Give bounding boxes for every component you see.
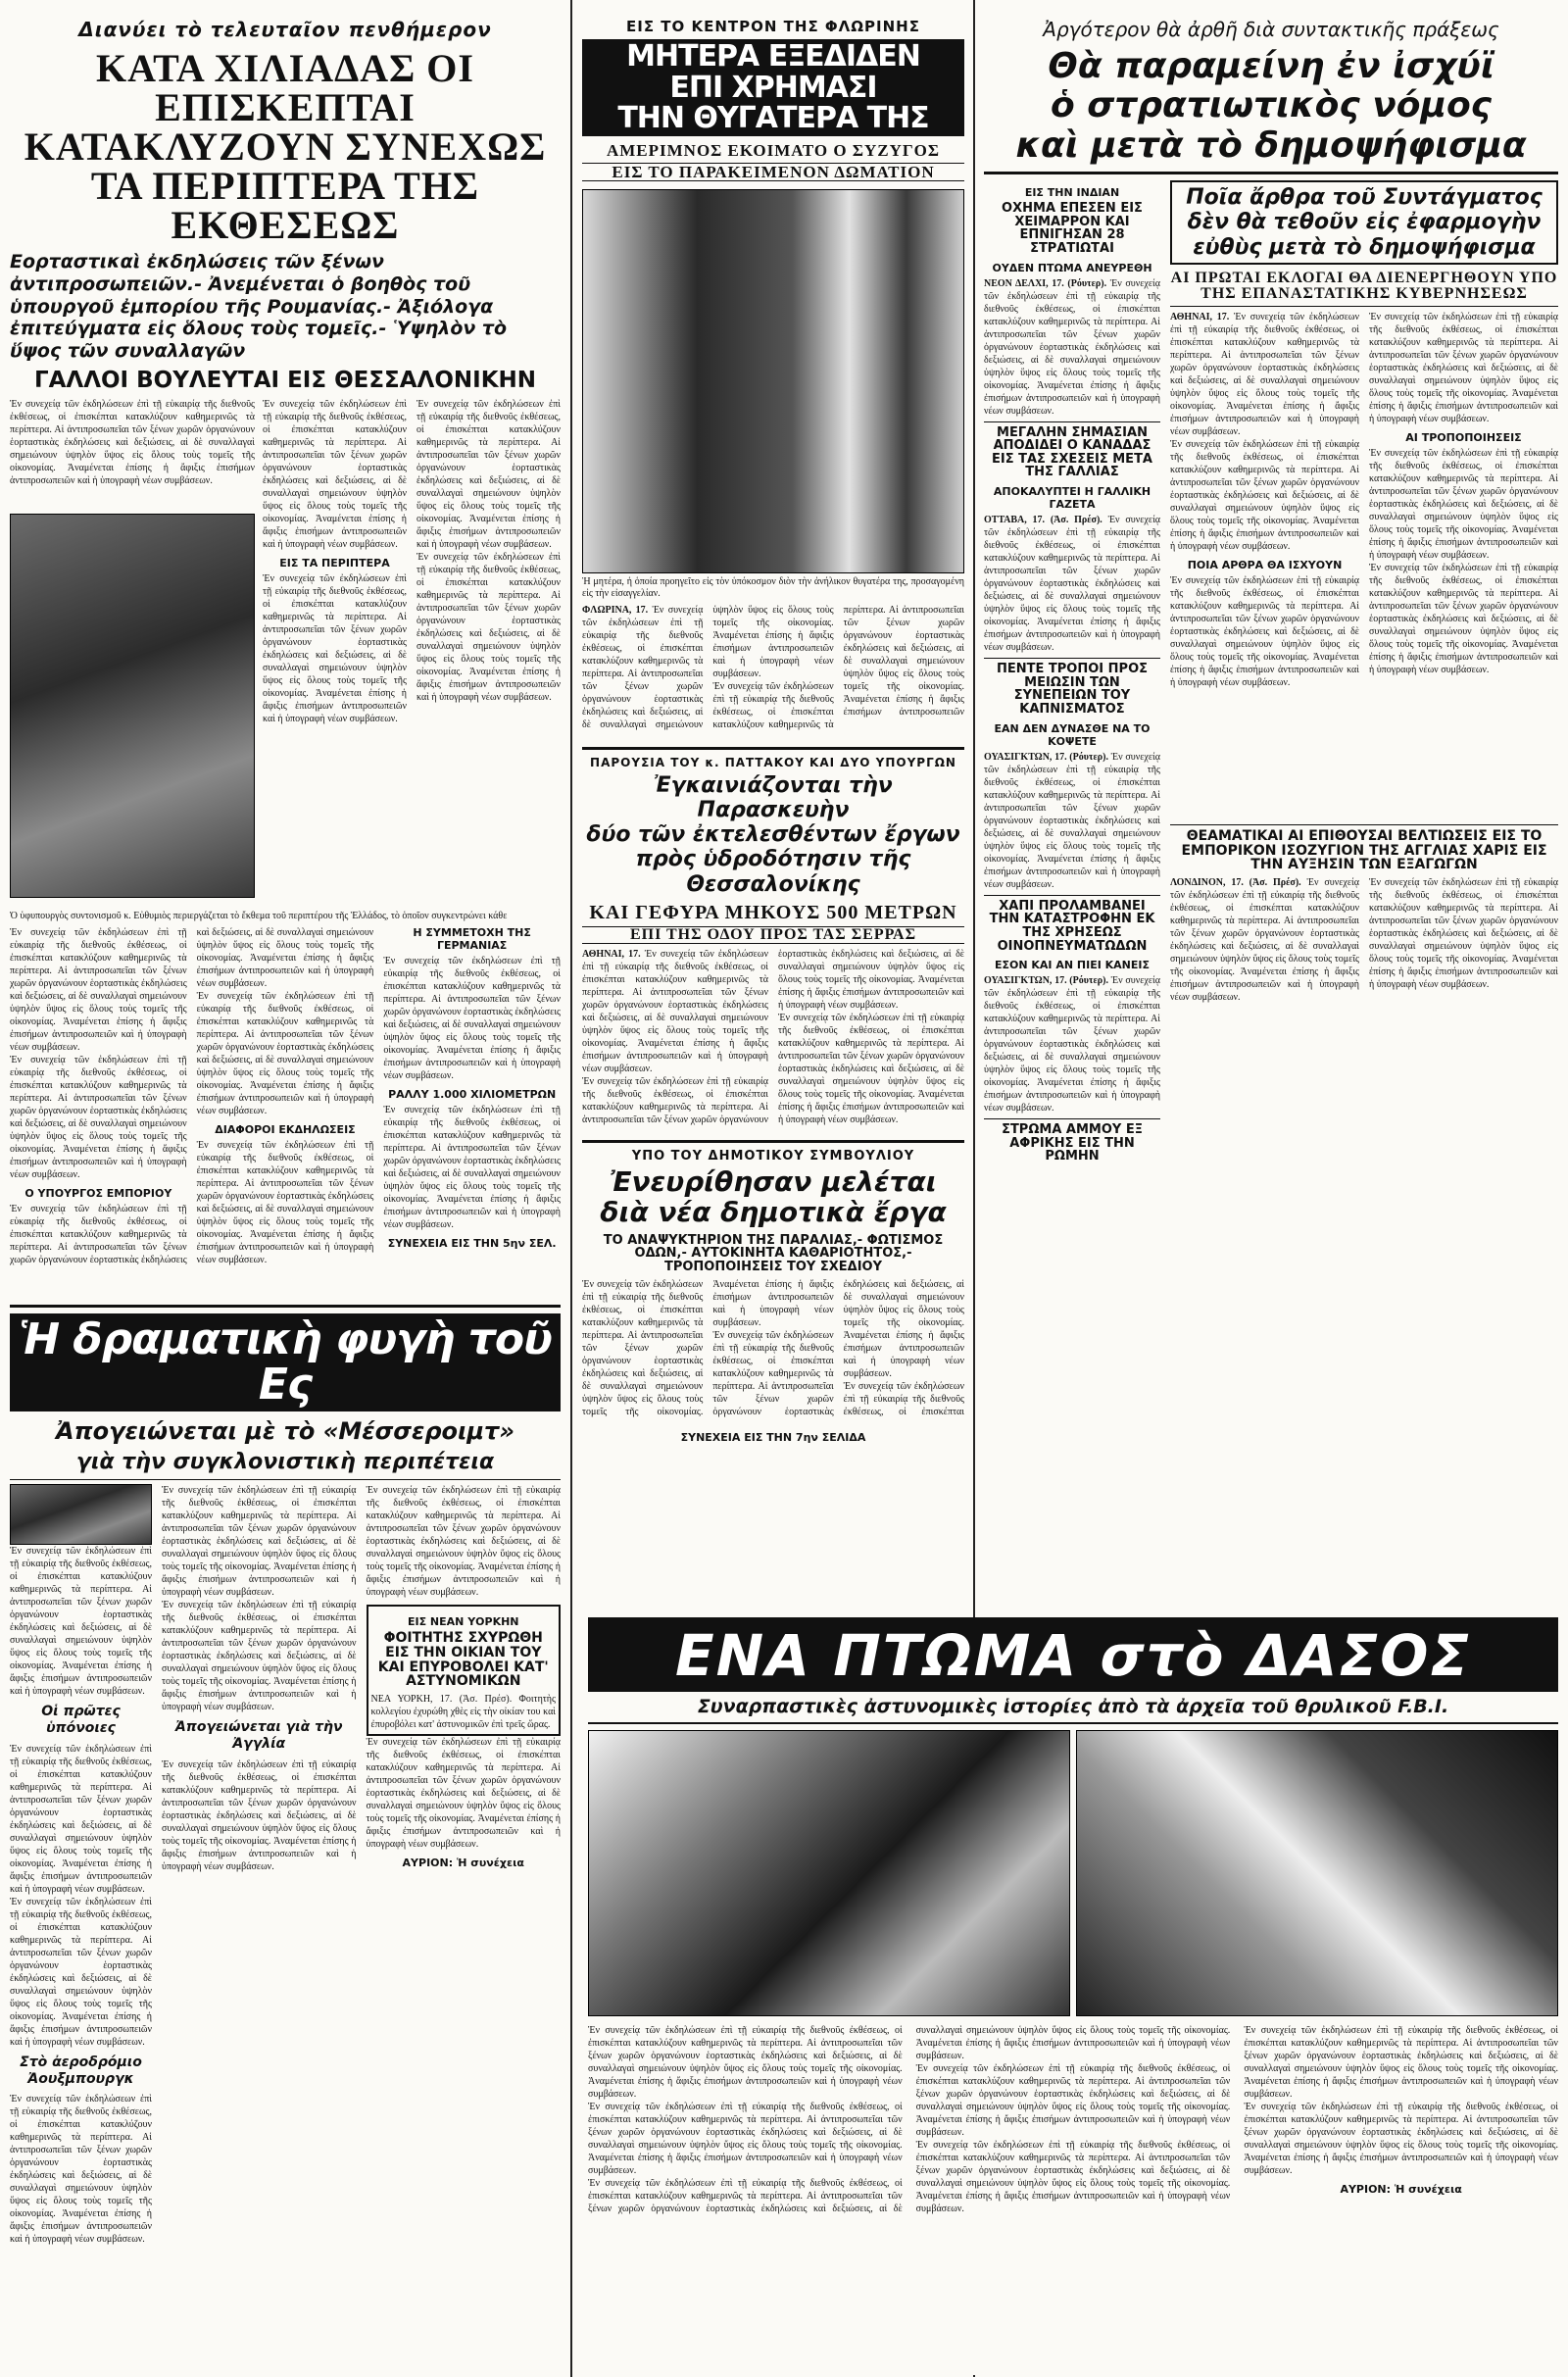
article-text: Ἐν συνεχείᾳ τῶν ἐκδηλώσεων ἐπὶ τῇ εὐκαιρίᾳ τῆς διεθνοῦς ἐκθέσεως, οἱ ἐπισκέπται κατακλύζουν καθημερινῶς τὰ περίπτερα. Αἱ ἀντιπροσωπεῖαι τῶν ξένων χωρῶν ὀργανώνουν ἑορταστικὰς ἐκδηλώσεις καὶ δεξιώσεις, αἱ δὲ συναλλαγαὶ σημειώνουν ὑψηλὸν ὕψος εἰς ὅλους τοὺς τομεῖς τῆς οἰκονομίας. Ἀναμένεται ἐπίσης ἡ ἄφιξις ἐπισήμων ἀντιπροσωπειῶν καὶ ἡ ὑπογραφὴ νέων συμβάσεων. <box>10 926 187 1053</box>
article-text: Ἐν συνεχείᾳ τῶν ἐκδηλώσεων ἐπὶ τῇ εὐκαιρίᾳ τῆς διεθνοῦς ἐκθέσεως, οἱ ἐπισκέπται κατακλύζουν καθημερινῶς τὰ περίπτερα. Αἱ ἀντιπροσωπεῖαι τῶν ξένων χωρῶν ὀργανώνουν ἑορταστικὰς ἐκδηλώσεις καὶ δεξιώσεις, αἱ δὲ συναλλαγαὶ σημειώνουν ὑψηλὸν ὕψος εἰς ὅλους τοὺς τομεῖς τῆς οἰκονομίας. Ἀναμένεται ἐπίσης ἡ ἄφιξις ἐπισήμων ἀντιπροσωπειῶν καὶ ἡ ὑπογραφὴ νέων συμβάσεων. <box>1170 311 1360 437</box>
headline-exhibition-1: ΚΑΤΑ ΧΙΛΙΑΔΑΣ ΟΙ ΕΠΙΣΚΕΠΤΑΙ <box>96 46 474 129</box>
ny-kicker: ΕΙΣ ΝΕΑΝ ΥΟΡΚΗΝ <box>407 1615 519 1629</box>
article-text: Ἐν συνεχείᾳ τῶν ἐκδηλώσεων ἐπὶ τῇ εὐκαιρίᾳ τῆς διεθνοῦς ἐκθέσεως, οἱ ἐπισκέπται κατακλύζουν καθημερινῶς τὰ περίπτερα. Αἱ ἀντιπροσωπεῖαι τῶν ξένων χωρῶν ὀργανώνουν ἑορταστικὰς ἐκδηλώσεις καὶ δεξιώσεις, αἱ δὲ συναλλαγαὶ σημειώνουν ὑψηλὸν ὕψος εἰς ὅλους τοὺς τομεῖς τῆς οἰκονομίας. Ἀναμένεται ἐπίσης ἡ ἄφιξις ἐπισήμων ἀντιπροσωπειῶν καὶ ἡ ὑπογραφὴ νέων συμβάσεων. <box>588 2024 1231 2214</box>
photo-caption: Ὁ ὑφυπουργὸς συντονισμοῦ κ. Εὐθυμιὸς περιεργάζεται τὸ ἔκθεμα τοῦ περιπτέρου τῆς Ἑλλάδος, τὸ ὁποῖον συγκεντρώνει κάθε <box>10 911 508 922</box>
headline-inauguration-2: δύο τῶν ἐκτελεσθέντων ἔργων <box>586 822 960 848</box>
dateline: ΟΥΑΣΙΓΚΤΩΝ, 17. (Ρόυτερ). <box>984 751 1108 763</box>
sub-room: ΕΙΣ ΤΟ ΠΑΡΑΚΕΙΜΕΝΟΝ ΔΩΜΑΤΙΟΝ <box>582 163 964 181</box>
article-text: Ἐν συνεχείᾳ τῶν ἐκδηλώσεων ἐπὶ τῇ εὐκαιρίᾳ τῆς διεθνοῦς ἐκθέσεως, οἱ ἐπισκέπται κατακλύζουν καθημερινῶς τὰ περίπτερα. Αἱ ἀντιπροσωπεῖαι τῶν ξένων χωρῶν ὀργανώνουν ἑορταστικὰς ἐκδηλώσεις καὶ δεξιώσεις, αἱ δὲ συναλλαγαὶ σημειώνουν ὑψηλὸν ὕψος εἰς ὅλους τοὺς τομεῖς τῆς οἰκονομίας. Ἀναμένεται ἐπίσης ἡ ἄφιξις ἐπισήμων ἀντιπροσωπειῶν καὶ ἡ ὑπογραφὴ νέων συμβάσεων. <box>1170 438 1359 552</box>
article-text: Ἐν συνεχείᾳ τῶν ἐκδηλώσεων ἐπὶ τῇ εὐκαιρίᾳ τῆς διεθνοῦς ἐκθέσεως, οἱ ἐπισκέπται κατακλύζουν καθημερινῶς τὰ περίπτερα. Αἱ ἀντιπροσωπεῖαι τῶν ξένων χωρῶν ὀργανώνουν ἑορταστικὰς ἐκδηλώσεις καὶ δεξιώσεις, αἱ δὲ συναλλαγαὶ σημειώνουν ὑψηλὸν ὕψος εἰς ὅλους τοὺς τομεῖς τῆς οἰκονομίας. Ἀναμένεται ἐπίσης ἡ ἄφιξις ἐπισήμων ἀντιπροσωπειῶν καὶ ἡ ὑπογραφὴ νέων συμβάσεων. <box>366 1736 561 1850</box>
divider <box>984 895 1160 896</box>
kicker-pattakos: ΠΑΡΟΥΣΙΑ ΤΟΥ κ. ΠΑΤΤΑΚΟΥ ΚΑΙ ΔΥΟ ΥΠΟΥΡΓΩΝ <box>590 755 956 769</box>
article-text: Ἐν συνεχείᾳ τῶν ἐκδηλώσεων ἐπὶ τῇ εὐκαιρίᾳ τῆς διεθνοῦς ἐκθέσεως, οἱ ἐπισκέπται κατακλύζουν καθημερινῶς τὰ περίπτερα. Αἱ ἀντιπροσωπεῖαι τῶν ξένων χωρῶν ὀργανώνουν ἑορταστικὰς ἐκδηλώσεις καὶ δεξιώσεις, αἱ δὲ συναλλαγαὶ σημειώνουν ὑψηλὸν ὕψος εἰς ὅλους τοὺς τομεῖς τῆς οἰκονομίας. Ἀναμένεται ἐπίσης ἡ ἄφιξις ἐπισήμων ἀντιπροσωπειῶν καὶ ἡ ὑπογραφὴ νέων συμβάσεων. <box>915 2139 1231 2214</box>
photo-exhibition-visit <box>10 514 255 898</box>
divider <box>582 747 964 750</box>
headline-canada: ΜΕΓΑΛΗΝ ΣΗΜΑΣΙΑΝ ΑΠΟΔΙΔΕΙ Ο ΚΑΝΑΔΑΣ ΕΙΣ ΤΑΣ ΣΧΕΣΕΙΣ ΜΕΤΑ ΤΗΣ ΓΑΛΛΙΑΣ <box>992 424 1152 480</box>
dateline: ΝΕΟΝ ΔΕΛΧΙ, 17. (Ρόυτερ). <box>984 277 1107 289</box>
headline-articles-2: δὲν θὰ τεθοῦν εἰς ἐφαρμογὴν <box>1187 210 1542 235</box>
article-text: Ἐν συνεχείᾳ τῶν ἐκδηλώσεων ἐπὶ τῇ εὐκαιρίᾳ τῆς διεθνοῦς ἐκθέσεως, οἱ ἐπισκέπται κατακλύζουν καθημερινῶς τὰ περίπτερα. Αἱ ἀντιπροσωπεῖαι τῶν ξένων χωρῶν ὀργανώνουν ἑορταστικὰς ἐκδηλώσεις καὶ δεξιώσεις, αἱ δὲ συναλλαγαὶ σημειώνουν ὑψηλὸν ὕψος εἰς ὅλους τοὺς τομεῖς τῆς οἰκονομίας. Ἀναμένεται ἐπίσης ἡ ἄφιξις ἐπισήμων ἀντιπροσωπειῶν καὶ ἡ ὑπογραφὴ νέων συμβάσεων. <box>1369 447 1558 561</box>
dateline: ΛΟΝΔΙΝΟΝ, 17. (Ἀσ. Πρέσ). <box>1170 876 1301 888</box>
headline-articles-1: Ποῖα ἄρθρα τοῦ Συντάγματος <box>1186 184 1543 210</box>
banner-escape: Ἡ δραματικὴ φυγὴ τοῦ Ες <box>10 1313 561 1411</box>
article-text: Ἐν συνεχείᾳ τῶν ἐκδηλώσεων ἐπὶ τῇ εὐκαιρίᾳ τῆς διεθνοῦς ἐκθέσεως, οἱ ἐπισκέπται κατακλύζουν καθημερινῶς τὰ περίπτερα. Αἱ ἀντιπροσωπεῖαι τῶν ξένων χωρῶν ὀργανώνουν ἑορταστικὰς ἐκδηλώσεις καὶ δεξιώσεις, αἱ δὲ συναλλαγαὶ σημειώνουν ὑψηλὸν ὕψος εἰς ὅλους τοὺς τομεῖς τῆς οἰκονομίας. Ἀναμένεται ἐπίσης ἡ ἄφιξις ἐπισήμων ἀντιπροσωπειῶν καὶ ἡ ὑπογραφὴ νέων συμβάσεων. <box>162 1600 357 1713</box>
serial-continued: ΑΥΡΙΟΝ: Ἡ συνέχεια <box>1340 2182 1462 2196</box>
divider <box>582 1140 964 1143</box>
sub-road: ΕΠΙ ΤΗΣ ΟΔΟΥ ΠΡΟΣ ΤΑΣ ΣΕΡΡΑΣ <box>582 926 964 944</box>
headline-mother-3: ΤΗΝ ΘΥΓΑΤΕΡΑ ΤΗΣ <box>617 101 929 135</box>
divider <box>1170 824 1558 825</box>
article-text: Ἐν συνεχείᾳ τῶν ἐκδηλώσεων ἐπὶ τῇ εὐκαιρίᾳ τῆς διεθνοῦς ἐκθέσεως, οἱ ἐπισκέπται κατακλύζουν καθημερινῶς τὰ περίπτερα. Αἱ ἀντιπροσωπεῖαι τῶν ξένων χωρῶν ὀργανώνουν ἑορταστικὰς ἐκδηλώσεις καὶ δεξιώσεις, αἱ δὲ συναλλαγαὶ σημειώνουν ὑψηλὸν ὕψος εἰς ὅλους τοὺς τομεῖς τῆς οἰκονομίας. Ἀναμένεται ἐπίσης ἡ ἄφιξις ἐπισήμων ἀντιπροσωπειῶν καὶ ἡ ὑπογραφὴ νέων συμβάσεων. <box>582 604 834 730</box>
article-text: Ἐν συνεχείᾳ τῶν ἐκδηλώσεων ἐπὶ τῇ εὐκαιρίᾳ τῆς διεθνοῦς ἐκθέσεως, οἱ ἐπισκέπται κατακλύζουν καθημερινῶς τὰ περίπτερα. Αἱ ἀντιπροσωπεῖαι τῶν ξένων χωρῶν ὀργανώνουν ἑορταστικὰς ἐκδηλώσεις καὶ δεξιώσεις, αἱ δὲ συναλλαγαὶ σημειώνουν ὑψηλὸν ὕψος εἰς ὅλους τοὺς τομεῖς τῆς οἰκονομίας. Ἀναμένεται ἐπίσης ἡ ἄφιξις ἐπισήμων ἀντιπροσωπειῶν καὶ ἡ ὑπογραφὴ νέων συμβάσεων. <box>10 1743 152 1895</box>
divider <box>1170 306 1558 307</box>
article-text: Ἐν συνεχείᾳ τῶν ἐκδηλώσεων ἐπὶ τῇ εὐκαιρίᾳ τῆς διεθνοῦς ἐκθέσεως, οἱ ἐπισκέπται κατακλύζουν καθημερινῶς τὰ περίπτερα. Αἱ ἀντιπροσωπεῖαι τῶν ξένων χωρῶν ὀργανώνουν ἑορταστικὰς ἐκδηλώσεις καὶ δεξιώσεις, αἱ δὲ συναλλαγαὶ σημειώνουν ὑψηλὸν ὕψος εἰς ὅλους τοὺς τομεῖς τῆς οἰκονομίας. Ἀναμένεται ἐπίσης ἡ ἄφιξις ἐπισήμων ἀντιπροσωπειῶν καὶ ἡ ὑπογραφὴ νέων συμβάσεων. <box>383 955 561 1081</box>
article-text: Ἐν συνεχείᾳ τῶν ἐκδηλώσεων ἐπὶ τῇ εὐκαιρίᾳ τῆς διεθνοῦς ἐκθέσεως, οἱ ἐπισκέπται κατακλύζουν καθημερινῶς τὰ περίπτερα. Αἱ ἀντιπροσωπεῖαι τῶν ξένων χωρῶν ὀργανώνουν ἑορταστικὰς ἐκδηλώσεις καὶ δεξιώσεις, αἱ δὲ συναλλαγαὶ σημειώνουν ὑψηλὸν ὕψος εἰς ὅλους τοὺς τομεῖς τῆς οἰκονομίας. Ἀναμένεται ἐπίσης ἡ ἄφιξις ἐπισήμων ἀντιπροσωπειῶν καὶ ἡ ὑπογραφὴ νέων συμβάσεων. <box>10 2094 152 2246</box>
sub-india: ΟΥΔΕΝ ΠΤΩΜΑ ΑΝΕΥΡΕΘΗ <box>992 261 1152 274</box>
sidebar-airport: Στὸ ἀεροδρόμιο Ἀουξμπουργκ <box>20 2054 142 2087</box>
headline-studies-2: διὰ νέα δημοτικὰ ἔργα <box>600 1195 947 1228</box>
dateline: ΟΤΤΑΒΑ, 17. (Ἀσ. Πρέσ). <box>984 515 1102 526</box>
section-amendments: ΑΙ ΤΡΟΠΟΠΟΙΗΣΕΙΣ <box>1405 430 1522 444</box>
headline-martial-2: ὁ στρατιωτικὸς νόμος <box>1050 85 1493 126</box>
serial-subtitle: Συναρπαστικὲς ἀστυνομικὲς ἱστορίες ἀπὸ τὰ ἀρχεῖα τοῦ θρυλικοῦ F.B.I. <box>588 1692 1558 1724</box>
article-text: Ἐν συνεχείᾳ τῶν ἐκδηλώσεων ἐπὶ τῇ εὐκαιρίᾳ τῆς διεθνοῦς ἐκθέσεως, οἱ ἐπισκέπται κατακλύζουν καθημερινῶς τὰ περίπτερα. Αἱ ἀντιπροσωπεῖαι τῶν ξένων χωρῶν ὀργανώνουν ἑορταστικὰς ἐκδηλώσεις καὶ δεξιώσεις, αἱ δὲ συναλλαγαὶ σημειώνουν ὑψηλὸν ὕψος εἰς ὅλους τοὺς τομεῖς τῆς οἰκονομίας. Ἀναμένεται ἐπίσης ἡ ἄφιξις ἐπισήμων ἀντιπροσωπειῶν <box>712 604 964 730</box>
banner-serial: ΕΝΑ ΠΤΩΜΑ στὸ ΔΑΣΟΣ <box>588 1620 1558 1692</box>
headline-exhibition-2: ΚΑΤΑΚΛΥΖΟΥΝ ΣΥΝΕΧΩΣ <box>24 124 547 169</box>
headline-smoking: ΠΕΝΤΕ ΤΡΟΠΟΙ ΠΡΟΣ ΜΕΙΩΣΙΝ ΤΩΝ ΣΥΝΕΠΕΙΩΝ ΤΟΥ ΚΑΠΝΙΣΜΑΤΟΣ <box>997 662 1148 717</box>
kicker-florina: ΕΙΣ ΤΟ ΚΕΝΤΡΟΝ ΤΗΣ ΦΛΩΡΙΝΗΣ <box>626 18 920 35</box>
article-text: Ἐν συνεχείᾳ τῶν ἐκδηλώσεων ἐπὶ τῇ εὐκαιρίᾳ τῆς διεθνοῦς ἐκθέσεως, οἱ ἐπισκέπται κατακλύζουν καθημερινῶς τὰ περίπτερα. Αἱ ἀντιπροσωπεῖαι τῶν ξένων χωρῶν ὀργανώνουν ἑορταστικὰς ἐκδηλώσεις καὶ δεξιώσεις, αἱ δὲ συναλλαγαὶ σημειώνουν ὑψηλὸν ὕψος εἰς ὅλους τοὺς τομεῖς τῆς οἰκονομίας. Ἀναμένεται ἐπίσης ἡ ἄφιξις ἐπισήμων ἀντιπροσωπειῶν καὶ ἡ ὑπογραφὴ νέων συμβάσεων. <box>263 573 407 725</box>
article-text: Ἐν συνεχείᾳ τῶν ἐκδηλώσεων ἐπὶ τῇ εὐκαιρίᾳ τῆς διεθνοῦς ἐκθέσεως, οἱ ἐπισκέπται κατακλύζουν καθημερινῶς τὰ περίπτερα. Αἱ ἀντιπροσωπεῖαι τῶν ξένων χωρῶν ὀργανώνουν ἑορταστικὰς ἐκδηλώσεις καὶ δεξιώσεις, αἱ δὲ συναλλαγαὶ σημειώνουν ὑψηλὸν ὕψος εἰς ὅλους τοὺς τομεῖς τῆς οἰκονομίας. Ἀναμένεται ἐπίσης ἡ ἄφιξις ἐπισήμων ἀντιπροσωπειῶν καὶ ἡ ὑπογραφὴ νέων συμβάσεων. <box>263 399 407 551</box>
sidebar-first-suspicions: Οἱ πρῶτες ὑπόνοιες <box>41 1704 121 1736</box>
ny-continued: ΑΥΡΙΟΝ: Ἡ συνέχεια <box>402 1856 524 1869</box>
article-text <box>984 751 1160 891</box>
column-left <box>0 0 568 2377</box>
subhead-french-mps: ΓΑΛΛΟΙ ΒΟΥΛΕΥΤΑΙ ΕΙΣ ΘΕΣΣΑΛΟΝΙΚΗΝ <box>33 367 537 393</box>
article-text: Ἐν συνεχείᾳ τῶν ἐκδηλώσεων ἐπὶ τῇ εὐκαιρίᾳ τῆς διεθνοῦς ἐκθέσεως, οἱ ἐπισκέπται κατακλύζουν καθημερινῶς τὰ περίπτερα. Αἱ ἀντιπροσωπεῖαι τῶν ξένων χωρῶν ὀργανώνουν ἑορταστικὰς ἐκδηλώσεις καὶ δεξιώσεις, αἱ δὲ συναλλαγαὶ σημειώνουν ὑψηλὸν ὕψος εἰς ὅλους τοὺς τομεῖς τῆς οἰκονομίας. Ἀναμένεται ἐπίσης ἡ ἄφιξις ἐπισήμων ἀντιπροσωπειῶν καὶ ἡ ὑπογραφὴ νέων συμβάσεων. <box>588 2101 903 2176</box>
sub-pill: ΕΣΟΝ ΚΑΙ ΑΝ ΠΙΕΙ ΚΑΝΕΙΣ <box>994 959 1151 972</box>
section-germany: Η ΣΥΜΜΕΤΟΧΗ ΤΗΣ ΓΕΡΜΑΝΙΑΣ <box>413 925 531 952</box>
section-articles: ΠΟΙΑ ΑΡΘΡΑ ΘΑ ΙΣΧΥΟΥΝ <box>1187 558 1343 571</box>
deck-exhibition: Εορταστικαὶ ἐκδηλώσεις τῶν ξένων ἀντιπροσωπειῶν.- Ἀνεμένεται ὁ βοηθὸς τοῦ ὑπουργοῦ ἐμπορίου τῆς Ρουμανίας.- Ἀξιόλογα ἐπιτεύγματα εἰς ὅλους τοὺς τομεῖς.- Ὑψηλὸν τὸ ὕψος τῶν συναλλαγῶν <box>10 251 508 363</box>
article-text <box>1170 876 1359 1004</box>
divider <box>10 1305 561 1308</box>
article-text: Ἐν συνεχείᾳ τῶν ἐκδηλώσεων ἐπὶ τῇ εὐκαιρίᾳ τῆς διεθνοῦς ἐκθέσεως, οἱ ἐπισκέπται κατακλύζουν καθημερινῶς τὰ περίπτερα. Αἱ ἀντιπροσωπεῖαι τῶν ξένων χωρῶν ὀργανώνουν ἑορταστικὰς ἐκδηλώσεις καὶ δεξιώσεις, αἱ δὲ συναλλαγαὶ σημειώνουν ὑψηλὸν ὕψος εἰς ὅλους τοὺς τομεῖς τῆς οἰκονομίας. Ἀναμένεται ἐπίσης ἡ ἄφιξις ἐπισήμων ἀντιπροσωπειῶν καὶ ἡ ὑπογραφὴ νέων συμβάσεων. <box>915 2062 1231 2138</box>
column-rule <box>570 0 572 2377</box>
sub-canada: ΑΠΟΚΑΛΥΠΤΕΙ Η ΓΑΛΛΙΚΗ ΓΑΖΕΤΑ <box>993 485 1152 512</box>
divider <box>984 172 1558 174</box>
photo-caption: Ἡ μητέρα, ἡ ὁποία προηγεῖτο εἰς τὸν ὑπόκοσμον διὸν τὴν ἀνήλικον θυγατέρα της, προσαγομένη εἰς τὴν εἰσαγγελίαν. <box>582 575 964 599</box>
sub-council: ΤΟ ΑΝΑΨΥΚΤΗΡΙΟΝ ΤΗΣ ΠΑΡΑΛΙΑΣ,- ΦΩΤΙΣΜΟΣ ΟΔΩΝ,- ΑΥΤΟΚΙΝΗΤΑ ΚΑΘΑΡΙΟΤΗΤΟΣ,- ΤΡΟΠΟΠΟΙΗΣΕΙΣ ΤΟΥ ΣΧΕΔΙΟΥ <box>603 1232 944 1274</box>
article-text: Ἐν συνεχείᾳ τῶν ἐκδηλώσεων ἐπὶ τῇ εὐκαιρίᾳ τῆς διεθνοῦς ἐκθέσεως, οἱ ἐπισκέπται κατακλύζουν καθημερινῶς τὰ περίπτερα. Αἱ ἀντιπροσωπεῖαι τῶν ξένων χωρῶν ὀργανώνουν ἑορταστικὰς ἐκδηλώσεις καὶ δεξιώσεις, αἱ δὲ συναλλαγαὶ σημειώνουν ὑψηλὸν ὕψος εἰς ὅλους τοὺς τομεῖς τῆς οἰκονομίας. Ἀναμένεται ἐπίσης ἡ ἄφιξις ἐπισήμων ἀντιπροσωπειῶν καὶ ἡ ὑπογραφὴ νέων συμβάσεων. <box>712 1278 964 1417</box>
headline-martial-1: Θὰ παραμείνη ἐν ἰσχύϊ <box>1048 46 1494 86</box>
dateline: ΑΘΗΝΑΙ, 17. <box>1170 311 1230 322</box>
article-text: Ἐν συνεχείᾳ τῶν ἐκδηλώσεων ἐπὶ τῇ εὐκαιρίᾳ τῆς διεθνοῦς ἐκθέσεως, οἱ ἐπισκέπται κατακλύζουν καθημερινῶς τὰ περίπτερα. Αἱ ἀντιπροσωπεῖαι τῶν ξένων χωρῶν ὀργανώνουν ἑορταστικὰς ἐκδηλώσεις καὶ δεξιώσεις, αἱ δὲ συναλλαγαὶ σημειώνουν ὑψηλὸν ὕψος εἰς ὅλους τοὺς τομεῖς τῆς οἰκονομίας. Ἀναμένεται ἐπίσης ἡ ἄφιξις ἐπισήμων ἀντιπροσωπειῶν καὶ ἡ ὑπογραφὴ νέων συμβάσεων. <box>1170 574 1359 688</box>
headline-mother-2: ΕΠΙ ΧΡΗΜΑΣΙ <box>669 70 877 105</box>
kicker-exhibition: Διανύει τὸ τελευταῖον πενθήμερον <box>78 18 492 41</box>
article-text: Ἐν συνεχείᾳ τῶν ἐκδηλώσεων ἐπὶ τῇ εὐκαιρίᾳ τῆς διεθνοῦς ἐκθέσεως, οἱ ἐπισκέπται κατακλύζουν καθημερινῶς τὰ περίπτερα. Αἱ ἀντιπροσωπεῖαι τῶν ξένων χωρῶν ὀργανώνουν ἑορταστικὰς ἐκδηλώσεις καὶ δεξιώσεις, αἱ δὲ συναλλαγαὶ σημειώνουν ὑψηλὸν ὕψος εἰς ὅλους τοὺς τομεῖς τῆς οἰκονομίας. Ἀναμένεται ἐπίσης ἡ ἄφιξις ἐπισήμων ἀντιπροσωπειῶν καὶ ἡ ὑπογραφὴ νέων συμβάσεων. <box>984 751 1160 890</box>
section-peripteral: ΕΙΣ ΤΑ ΠΕΡΙΠΤΕΡΑ <box>279 557 390 570</box>
article-text <box>984 514 1160 654</box>
illustration-forest-scene <box>1076 1730 1558 2016</box>
kicker-council: ΥΠΟ ΤΟΥ ΔΗΜΟΤΙΚΟΥ ΣΥΜΒΟΥΛΙΟΥ <box>631 1148 915 1164</box>
continued-note: ΣΥΝΕΧΕΙΑ ΕΙΣ ΤΗΝ 5ην ΣΕΛ. <box>387 1236 557 1250</box>
article-text: Ἐν συνεχείᾳ τῶν ἐκδηλώσεων ἐπὶ τῇ εὐκαιρίᾳ τῆς διεθνοῦς ἐκθέσεως, οἱ ἐπισκέπται κατακλύζουν καθημερινῶς τὰ περίπτερα. Αἱ ἀντιπροσωπεῖαι τῶν ξένων χωρῶν ὀργανώνουν ἑορταστικὰς ἐκδηλώσεις καὶ δεξιώσεις, αἱ δὲ συναλλαγαὶ σημειώνουν ὑψηλὸν ὕψος εἰς ὅλους τοὺς τομεῖς τῆς οἰκονομίας. Ἀναμένεται ἐπίσης ἡ ἄφιξις ἐπισήμων ἀντιπροσωπειῶν καὶ ἡ ὑπογραφὴ νέων συμβάσεων. <box>416 399 561 551</box>
sub-elections: ΑΙ ΠΡΩΤΑΙ ΕΚΛΟΓΑΙ ΘΑ ΔΙΕΝΕΡΓΗΘΟΥΝ ΥΠΟ ΤΗΣ ΕΠΑΝΑΣΤΑΤΙΚΗΣ ΚΥΒΕΡΝΗΣΕΩΣ <box>1170 269 1558 302</box>
article-text: Ἐν συνεχείᾳ τῶν ἐκδηλώσεων ἐπὶ τῇ εὐκαιρίᾳ τῆς διεθνοῦς ἐκθέσεως, οἱ ἐπισκέπται κατακλύζουν καθημερινῶς τὰ περίπτερα. Αἱ ἀντιπροσωπεῖαι τῶν ξένων χωρῶν ὀργανώνουν ἑορταστικὰς ἐκδηλώσεις καὶ δεξιώσεις, αἱ δὲ συναλλαγαὶ σημειώνουν ὑψηλὸν ὕψος εἰς ὅλους τοὺς τομεῖς τῆς οἰκονομίας. Ἀναμένεται ἐπίσης ἡ ἄφιξις ἐπισήμων ἀντιπροσωπειῶν καὶ ἡ ὑπογραφὴ νέων συμβάσεων. <box>10 1896 152 2048</box>
article-text: Ἐν συνεχείᾳ τῶν ἐκδηλώσεων ἐπὶ τῇ εὐκαιρίᾳ τῆς διεθνοῦς ἐκθέσεως, οἱ ἐπισκέπται κατακλύζουν καθημερινῶς τὰ περίπτερα. Αἱ ἀντιπροσωπεῖαι τῶν ξένων χωρῶν ὀργανώνουν ἑορταστικὰς ἐκδηλώσεις καὶ δεξιώσεις, αἱ δὲ συναλλαγαὶ σημειώνουν ὑψηλὸν ὕψος εἰς ὅλους τοὺς τομεῖς τῆς οἰκονομίας. Ἀναμένεται ἐπίσης ἡ ἄφιξις ἐπισήμων ἀντιπροσωπειῶν καὶ ἡ ὑπογραφὴ νέων συμβάσεων. <box>984 277 1160 417</box>
headline-inauguration-3: πρὸς ὑδροδότησιν τῆς Θεσσαλονίκης <box>635 847 911 897</box>
continued-note: ΣΥΝΕΧΕΙΑ ΕΙΣ ΤΗΝ 7ην ΣΕΛΙΔΑ <box>680 1430 866 1444</box>
sub-husband: ΑΜΕΡΙΜΝΟΣ ΕΚΟΙΜΑΤΟ Ο ΣΥΖΥΓΟΣ <box>606 140 941 160</box>
headline-inauguration-1: Ἐγκαινιάζονται τὴν Παρασκευὴν <box>654 772 893 822</box>
section-rally: ΡΑΛΛΥ 1.000 ΧΙΛΙΟΜΕΤΡΩΝ <box>388 1087 557 1101</box>
photo-escape <box>10 1484 152 1545</box>
article-text: Ἐν συνεχείᾳ τῶν ἐκδηλώσεων ἐπὶ τῇ εὐκαιρίᾳ τῆς διεθνοῦς ἐκθέσεως, οἱ ἐπισκέπται κατακλύζουν καθημερινῶς τὰ περίπτερα. Αἱ ἀντιπροσωπεῖαι τῶν ξένων χωρῶν ὀργανώνουν ἑορταστικὰς ἐκδηλώσεις καὶ δεξιώσεις, αἱ δὲ συναλλαγαὶ σημειώνουν ὑψηλὸν ὕψος εἰς ὅλους τοὺς τομεῖς τῆς οἰκονομίας. Ἀναμένεται ἐπίσης ἡ ἄφιξις ἐπισήμων ἀντιπροσωπειῶν καὶ ἡ ὑπογραφὴ νέων συμβάσεων. <box>10 926 374 1265</box>
article-text: Ἐν συνεχείᾳ τῶν ἐκδηλώσεων ἐπὶ τῇ εὐκαιρίᾳ τῆς διεθνοῦς ἐκθέσεως, οἱ ἐπισκέπται κατακλύζουν καθημερινῶς τὰ περίπτερα. Αἱ ἀντιπροσωπεῖαι τῶν ξένων χωρῶν ὀργανώνουν ἑορταστικὰς ἐκδηλώσεις καὶ δεξιώσεις, αἱ δὲ συναλλαγαὶ σημειώνουν ὑψηλὸν ὕψος εἰς ὅλους τοὺς τομεῖς τῆς οἰκονομίας. Ἀναμένεται ἐπίσης ἡ ἄφιξις ἐπισήμων ἀντιπροσωπειῶν καὶ ἡ ὑπογραφὴ νέων συμβάσεων. <box>1244 2101 1558 2176</box>
headline-india: ΟΧΗΜΑ ΕΠΕΣΕΝ ΕΙΣ ΧΕΙΜΑΡΡΟΝ ΚΑΙ ΕΠΝΙΓΗΣΑΝ 28 ΣΤΡΑΤΙΩΤΑΙ <box>1002 200 1143 256</box>
sub-smoking: ΕΑΝ ΔΕΝ ΔΥΝΑΣΘΕ ΝΑ ΤΟ ΚΟΨΕΤΕ <box>994 721 1151 748</box>
article-text: Ἐν συνεχείᾳ τῶν ἐκδηλώσεων ἐπὶ τῇ εὐκαιρίᾳ τῆς διεθνοῦς ἐκθέσεως, οἱ ἐπισκέπται κατακλύζουν καθημερινῶς τὰ περίπτερα. Αἱ ἀντιπροσωπεῖαι τῶν ξένων χωρῶν ὀργανώνουν ἑορταστικὰς ἐκδηλώσεις καὶ δεξιώσεις, αἱ δὲ συναλλαγαὶ σημειώνουν ὑψηλὸν ὕψος εἰς ὅλους τοὺς τομεῖς τῆς οἰκονομίας. Ἀναμένεται ἐπίσης ἡ ἄφιξις ἐπισήμων ἀντιπροσωπειῶν καὶ ἡ ὑπογραφὴ νέων συμβάσεων. <box>582 948 768 1074</box>
dateline: ΑΘΗΝΑΙ, 17. <box>582 948 641 960</box>
article-text: Ἐν συνεχείᾳ τῶν ἐκδηλώσεων ἐπὶ τῇ εὐκαιρίᾳ τῆς διεθνοῦς ἐκθέσεως, οἱ ἐπισκέπται κατακλύζουν καθημερινῶς τὰ περίπτερα. Αἱ ἀντιπροσωπεῖαι τῶν ξένων χωρῶν ὀργανώνουν ἑορταστικὰς ἐκδηλώσεις καὶ δεξιώσεις, αἱ δὲ συναλλαγαὶ σημειώνουν ὑψηλὸν ὕψος εἰς ὅλους τοὺς τομεῖς τῆς οἰκονομίας. Ἀναμένεται ἐπίσης ἡ ἄφιξις ἐπισήμων ἀντιπροσωπειῶν καὶ ἡ ὑπογραφὴ νέων συμβάσεων. <box>1369 876 1558 990</box>
article-text: Ἐν συνεχείᾳ τῶν ἐκδηλώσεων ἐπὶ τῇ εὐκαιρίᾳ τῆς διεθνοῦς ἐκθέσεως, οἱ ἐπισκέπται κατακλύζουν καθημερινῶς τὰ περίπτερα. Αἱ ἀντιπροσωπεῖαι τῶν ξένων χωρῶν ὀργανώνουν ἑορταστικὰς ἐκδηλώσεις καὶ δεξιώσεις, αἱ δὲ συναλλαγαὶ σημειώνουν ὑψηλὸν ὕψος εἰς ὅλους τοὺς τομεῖς τῆς οἰκονομίας. Ἀναμένεται ἐπίσης ἡ ἄφιξις ἐπισήμων ἀντιπροσωπειῶν καὶ ἡ ὑπογραφὴ νέων συμβάσεων. <box>582 1278 834 1417</box>
article-text: Ἐν συνεχείᾳ τῶν ἐκδηλώσεων ἐπὶ τῇ εὐκαιρίᾳ τῆς διεθνοῦς ἐκθέσεως, οἱ ἐπισκέπται κατακλύζουν καθημερινῶς τὰ περίπτερα. Αἱ ἀντιπροσωπεῖαι τῶν ξένων χωρῶν ὀργανώνουν ἑορταστικὰς ἐκδηλώσεις καὶ δεξιώσεις, αἱ δὲ συναλλαγαὶ σημειώνουν ὑψηλὸν ὕψος εἰς ὅλους τοὺς τομεῖς τῆς οἰκονομίας. Ἀναμένεται ἐπίσης ἡ ἄφιξις ἐπισήμων ἀντιπροσωπειῶν καὶ ἡ ὑπογραφὴ νέων συμβάσεων. <box>196 990 374 1116</box>
escape-sub1: Ἀπογειώνεται μὲ τὸ «Μέσσεροιμτ» <box>56 1417 514 1445</box>
headline-studies-1: Ἐνευρίθησαν μελέται <box>610 1164 937 1198</box>
article-text: Ἐν συνεχείᾳ τῶν ἐκδηλώσεων ἐπὶ τῇ εὐκαιρίᾳ τῆς διεθνοῦς ἐκθέσεως, οἱ ἐπισκέπται κατακλύζουν καθημερινῶς τὰ περίπτερα. Αἱ ἀντιπροσωπεῖαι τῶν ξένων χωρῶν ὀργανώνουν ἑορταστικὰς ἐκδηλώσεις καὶ δεξιώσεις, αἱ δὲ συναλλαγαὶ σημειώνουν ὑψηλὸν ὕψος εἰς ὅλους τοὺς τομεῖς τῆς οἰκονομίας. Ἀναμένεται ἐπίσης ἡ ἄφιξις ἐπισήμων ἀντιπροσωπειῶν καὶ ἡ ὑπογραφὴ νέων συμβάσεων. <box>588 2024 903 2100</box>
article-text: Ἐν συνεχείᾳ τῶν ἐκδηλώσεων ἐπὶ τῇ εὐκαιρίᾳ τῆς διεθνοῦς ἐκθέσεως, οἱ ἐπισκέπται κατακλύζουν καθημερινῶς τὰ περίπτερα. Αἱ ἀντιπροσωπεῖαι τῶν ξένων χωρῶν ὀργανώνουν ἑορταστικὰς ἐκδηλώσεις καὶ δεξιώσεις, αἱ δὲ συναλλαγαὶ σημειώνουν ὑψηλὸν ὕψος εἰς ὅλους τοὺς τομεῖς τῆς οἰκονομίας. Ἀναμένεται ἐπίσης ἡ ἄφιξις ἐπισήμων ἀντιπροσωπειῶν καὶ ἡ ὑπογραφὴ νέων συμβάσεων. <box>1369 562 1558 675</box>
ny-headline: ΦΟΙΤΗΤΗΣ ΣΧΥΡΩΘΗ ΕΙΣ ΤΗΝ ΟΙΚΙΑΝ ΤΟΥ ΚΑΙ ΕΠΥΡΟΒΟΛΕΙ ΚΑΤ' ΑΣΤΥΝΟΜΙΚΩΝ <box>377 1630 549 1690</box>
article-text <box>984 277 1160 418</box>
article-text: Ἐν συνεχείᾳ τῶν ἐκδηλώσεων ἐπὶ τῇ εὐκαιρίᾳ τῆς διεθνοῦς ἐκθέσεως, οἱ ἐπισκέπται κατακλύζουν καθημερινῶς τὰ περίπτερα. Αἱ ἀντιπροσωπεῖαι τῶν ξένων χωρῶν ὀργανώνουν ἑορταστικὰς ἐκδηλώσεις καὶ δεξιώσεις, αἱ δὲ συναλλαγαὶ σημειώνουν ὑψηλὸν ὕψος εἰς ὅλους τοὺς τομεῖς τῆς οἰκονομίας. Ἀναμένεται ἐπίσης ἡ ἄφιξις ἐπισήμων ἀντιπροσωπειῶν καὶ ἡ ὑπογραφὴ νέων συμβάσεων. <box>366 1485 561 1599</box>
article-text: Ἐν συνεχείᾳ τῶν ἐκδηλώσεων ἐπὶ τῇ εὐκαιρίᾳ τῆς διεθνοῦς ἐκθέσεως, οἱ ἐπισκέπται κατακλύζουν καθημερινῶς τὰ περίπτερα. Αἱ ἀντιπροσωπεῖαι τῶν ξένων χωρῶν ὀργανώνουν ἑορταστικὰς ἐκδηλώσεις καὶ δεξιώσεις, αἱ δὲ συναλλαγαὶ σημειώνουν ὑψηλὸν ὕψος εἰς ὅλους τοὺς τομεῖς τῆς οἰκονομίας. Ἀναμένεται ἐπίσης ἡ ἄφιξις ἐπισήμων ἀντιπροσωπειῶν καὶ ἡ ὑπογραφὴ νέων συμβάσεων. <box>416 552 561 704</box>
sidebar-takeoff: Ἀπογειώνεται γιὰ τὴν Ἀγγλία <box>174 1719 343 1752</box>
article-text: Ἐν συνεχείᾳ τῶν ἐκδηλώσεων ἐπὶ τῇ εὐκαιρίᾳ τῆς διεθνοῦς ἐκθέσεως, οἱ ἐπισκέπται κατακλύζουν καθημερινῶς τὰ περίπτερα. Αἱ ἀντιπροσωπεῖαι τῶν ξένων χωρῶν ὀργανώνουν ἑορταστικὰς ἐκδηλώσεις καὶ δεξιώσεις, αἱ δὲ συναλλαγαὶ σημειώνουν ὑψηλὸν ὕψος εἰς ὅλους τοὺς τομεῖς τῆς οἰκονομίας. Ἀναμένεται ἐπίσης ἡ ἄφιξις ἐπισήμων ἀντιπροσωπειῶν καὶ ἡ ὑπογραφὴ νέων συμβάσεων. <box>162 1758 357 1872</box>
headline-uk-trade: ΘΕΑΜΑΤΙΚΑΙ ΑΙ ΕΠΙΘΟΥΣΑΙ ΒΕΛΤΙΩΣΕΙΣ ΕΙΣ ΤΟ ΕΜΠΟΡΙΚΟΝ ΙΣΟΖΥΓΙΟΝ ΤΗΣ ΑΓΓΛΙΑΣ ΧΑΡΙΣ ΕΙΣ ΤΗΝ ΑΥΞΗΣΙΝ ΤΩΝ ΕΞΑΓΩΓΩΝ <box>1181 827 1547 873</box>
headline-pill: ΧΑΠΙ ΠΡΟΛΑΜΒΑΝΕΙ ΤΗΝ ΚΑΤΑΣΤΡΟΦΗΝ ΕΚ ΤΗΣ ΧΡΗΣΕΩΣ ΟΙΝΟΠΝΕΥΜΑΤΩΔΩΝ <box>989 898 1155 954</box>
divider <box>10 1479 561 1480</box>
article-text: Ἐν συνεχείᾳ τῶν ἐκδηλώσεων ἐπὶ τῇ εὐκαιρίᾳ τῆς διεθνοῦς ἐκθέσεως, οἱ ἐπισκέπται κατακλύζουν καθημερινῶς τὰ περίπτερα. Αἱ ἀντιπροσωπεῖαι τῶν ξένων χωρῶν ὀργανώνουν ἑορταστικὰς ἐκδηλώσεις καὶ δεξιώσεις, αἱ δὲ συναλλαγαὶ σημειώνουν ὑψηλὸν ὕψος εἰς ὅλους τοὺς τομεῖς τῆς οἰκονομίας. Ἀναμένεται ἐπίσης ἡ ἄφιξις ἐπισήμων ἀντιπροσωπειῶν καὶ ἡ ὑπογραφὴ νέων συμβάσεων. <box>1170 876 1359 1003</box>
dateline: ΦΛΩΡΙΝΑ, 17. <box>582 604 649 616</box>
article-text: Ἐν συνεχείᾳ τῶν ἐκδηλώσεων ἐπὶ τῇ εὐκαιρίᾳ τῆς διεθνοῦς ἐκθέσεως, οἱ ἐπισκέπται κατακλύζουν καθημερινῶς τὰ περίπτερα. Αἱ ἀντιπροσωπεῖαι τῶν ξένων χωρῶν ὀργανώνουν ἑορταστικὰς ἐκδηλώσεις καὶ δεξιώσεις, αἱ δὲ συναλλαγαὶ σημειώνουν ὑψηλὸν ὕψος εἰς ὅλους τοὺς τομεῖς τῆς οἰκονομίας. Ἀναμένεται ἐπίσης ἡ ἄφιξις ἐπισήμων ἀντιπροσωπειῶν καὶ ἡ ὑπογραφὴ νέων συμβάσεων. <box>162 1485 357 1599</box>
headline-articles-3: εὐθὺς μετὰ τὸ δημοψήφισμα <box>1193 234 1536 260</box>
article-text: Ἐν συνεχείᾳ τῶν ἐκδηλώσεων ἐπὶ τῇ εὐκαιρίᾳ τῆς διεθνοῦς ἐκθέσεως, οἱ ἐπισκέπται κατακλύζουν καθημερινῶς τὰ περίπτερα. Αἱ ἀντιπροσωπεῖαι τῶν ξένων χωρῶν ὀργανώνουν ἑορταστικὰς ἐκδηλώσεις καὶ δεξιώσεις, αἱ δὲ συναλλαγαὶ σημειώνουν ὑψηλὸν ὕψος εἰς ὅλους τοὺς τομεῖς τῆς οἰκονομίας. Ἀναμένεται ἐπίσης ἡ ἄφιξις ἐπισήμων ἀντιπροσωπειῶν καὶ ἡ ὑπογραφὴ νέων συμβάσεων. <box>582 948 964 1125</box>
photo-mother-daughter <box>582 189 964 573</box>
kicker-martial-law: Ἀργότερον θὰ ἀρθῆ διὰ συντακτικῆς πράξεως <box>1043 18 1499 41</box>
article-text: Ἐν συνεχείᾳ τῶν ἐκδηλώσεων ἐπὶ τῇ εὐκαιρίᾳ τῆς διεθνοῦς ἐκθέσεως, οἱ ἐπισκέπται κατακλύζουν καθημερινῶς τὰ περίπτερα. Αἱ ἀντιπροσωπεῖαι τῶν ξένων χωρῶν ὀργανώνουν ἑορταστικὰς ἐκδηλώσεις καὶ δεξιώσεις, αἱ δὲ συναλλαγαὶ σημειώνουν ὑψηλὸν ὕψος εἰς ὅλους τοὺς τομεῖς τῆς οἰκονομίας. Ἀναμένεται ἐπίσης ἡ ἄφιξις ἐπισήμων ἀντιπροσωπειῶν καὶ ἡ ὑπογραφὴ νέων συμβάσεων. <box>984 515 1160 654</box>
headline-africa: ΣΤΡΩΜΑ ΑΜΜΟΥ ΕΞ ΑΦΡΙΚΗΣ ΕΙΣ ΤΗΝ ΡΩΜΗΝ <box>1002 1122 1143 1164</box>
sub-africa <box>984 1169 1160 1170</box>
dateline: ΟΥΑΣΙΓΚΤΩΝ, 17. (Ρόυτερ). <box>984 975 1108 987</box>
escape-sub2: γιὰ τὴν συγκλονιστικὴ περιπέτεια <box>75 1449 495 1474</box>
headline-exhibition-3: ΤΑ ΠΕΡΙΠΤΕΡΑ ΤΗΣ ΕΚΘΕΣΕΩΣ <box>90 164 480 247</box>
kicker-india: ΕΙΣ ΤΗΝ ΙΝΔΙΑΝ <box>1024 185 1120 199</box>
article-text <box>582 948 768 1075</box>
ny-body: ΝΕΑ ΥΟΡΚΗ, 17. (Ἀσ. Πρέσ). Φοιτητὴς κολλεγίου ἐχυρώθη χθὲς εἰς τὴν οἰκίαν του καὶ ἐπυροβόλει κατ' ἀστυνομικῶν ἐπὶ τρεῖς ὥρας. <box>370 1693 556 1730</box>
article-text: Ἐν συνεχείᾳ τῶν ἐκδηλώσεων ἐπὶ τῇ εὐκαιρίᾳ τῆς διεθνοῦς ἐκθέσεως, οἱ ἐπισκέπται κατακλύζουν καθημερινῶς τὰ περίπτερα. Αἱ ἀντιπροσωπεῖαι τῶν ξένων χωρῶν ὀργανώνουν ἑορταστικὰς ἐκδηλώσεις καὶ δεξιώσεις, αἱ δὲ συναλλαγαὶ σημειώνουν ὑψηλὸν ὕψος εἰς ὅλους τοὺς τομεῖς τῆς οἰκονομίας. Ἀναμένεται ἐπίσης ἡ ἄφιξις ἐπισήμων ἀντιπροσωπειῶν καὶ ἡ ὑπογραφὴ νέων συμβάσεων. <box>10 1546 152 1698</box>
article-text: Ἐν συνεχείᾳ τῶν ἐκδηλώσεων ἐπὶ τῇ εὐκαιρίᾳ τῆς διεθνοῦς ἐκθέσεως, οἱ ἐπισκέπται κατακλύζουν καθημερινῶς τὰ περίπτερα. Αἱ ἀντιπροσωπεῖαι τῶν ξένων χωρῶν ὀργανώνουν ἑορταστικὰς ἐκδηλώσεις καὶ δεξιώσεις, αἱ δὲ συναλλαγαὶ σημειώνουν ὑψηλὸν ὕψος εἰς ὅλους τοὺς τομεῖς τῆς οἰκονομίας. Ἀναμένεται ἐπίσης ἡ ἄφιξις ἐπισήμων ἀντιπροσωπειῶν καὶ ἡ ὑπογραφὴ νέων συμβάσεων. <box>196 1139 374 1265</box>
sub-bridge: ΚΑΙ ΓΕΦΥΡΑ ΜΗΚΟΥΣ 500 ΜΕΤΡΩΝ <box>589 901 957 923</box>
article-text: Ἐν συνεχείᾳ τῶν ἐκδηλώσεων ἐπὶ τῇ εὐκαιρίᾳ τῆς διεθνοῦς ἐκθέσεως, οἱ ἐπισκέπται κατακλύζουν καθημερινῶς τὰ περίπτερα. Αἱ ἀντιπροσωπεῖαι τῶν ξένων χωρῶν ὀργανώνουν ἑορταστικὰς ἐκδηλώσεις καὶ δεξιώσεις, αἱ δὲ συναλλαγαὶ σημειώνουν ὑψηλὸν ὕψος εἰς ὅλους τοὺς τομεῖς τῆς οἰκονομίας. Ἀναμένεται ἐπίσης ἡ ἄφιξις ἐπισήμων ἀντιπροσωπειῶν καὶ ἡ ὑπογραφὴ νέων συμβάσεων. <box>778 1012 964 1125</box>
headline-mother-1: ΜΗΤΕΡΑ ΕΞΕΔΙΔΕΝ <box>626 39 920 74</box>
divider <box>984 421 1160 422</box>
section-diaf: ΔΙΑΦΟΡΟΙ ΕΚΔΗΛΩΣΕΙΣ <box>215 1122 356 1136</box>
article-text <box>984 974 1160 1114</box>
illustration-city-car <box>588 1730 1070 2016</box>
serial-block <box>588 1617 1558 2375</box>
divider <box>984 1118 1160 1119</box>
article-text: Ἐν συνεχείᾳ τῶν ἐκδηλώσεων ἐπὶ τῇ εὐκαιρίᾳ τῆς διεθνοῦς ἐκθέσεως, οἱ ἐπισκέπται κατακλύζουν καθημερινῶς τὰ περίπτερα. Αἱ ἀντιπροσωπεῖαι τῶν ξένων χωρῶν ὀργανώνουν ἑορταστικὰς ἐκδηλώσεις καὶ δεξιώσεις, αἱ δὲ συναλλαγαὶ σημειώνουν ὑψηλὸν ὕψος εἰς ὅλους τοὺς τομεῖς τῆς οἰκονομίας. Ἀναμένεται ἐπίσης ἡ ἄφιξις ἐπισήμων ἀντιπροσωπειῶν καὶ ἡ ὑπογραφὴ νέων συμβάσεων. <box>1244 2024 1558 2100</box>
article-text: Ἐν συνεχείᾳ τῶν ἐκδηλώσεων ἐπὶ τῇ εὐκαιρίᾳ τῆς διεθνοῦς ἐκθέσεως, οἱ ἐπισκέπται κατακλύζουν καθημερινῶς τὰ περίπτερα. Αἱ ἀντιπροσωπεῖαι τῶν ξένων χωρῶν ὀργανώνουν ἑορταστικὰς ἐκδηλώσεις καὶ δεξιώσεις, αἱ δὲ συναλλαγαὶ σημειώνουν ὑψηλὸν ὕψος εἰς ὅλους τοὺς τομεῖς τῆς οἰκονομίας. Ἀναμένεται ἐπίσης ἡ ἄφιξις ἐπισήμων ἀντιπροσωπειῶν καὶ ἡ ὑπογραφὴ νέων συμβάσεων. <box>1369 311 1558 424</box>
article-text: Ἐν συνεχείᾳ τῶν ἐκδηλώσεων ἐπὶ τῇ εὐκαιρίᾳ τῆς διεθνοῦς ἐκθέσεως, οἱ ἐπισκέπται <box>843 1380 964 1417</box>
article-text: Ἐν συνεχείᾳ τῶν ἐκδηλώσεων ἐπὶ τῇ εὐκαιρίᾳ τῆς διεθνοῦς ἐκθέσεως, οἱ ἐπισκέπται κατακλύζουν καθημερινῶς τὰ περίπτερα. Αἱ ἀντιπροσωπεῖαι τῶν ξένων χωρῶν ὀργανώνουν ἑορταστικὰς ἐκδηλώσεις καὶ δεξιώσεις, αἱ δὲ συναλλαγαὶ σημειώνουν ὑψηλὸν ὕψος εἰς ὅλους τοὺς τομεῖς τῆς οἰκονομίας. Ἀναμένεται ἐπίσης ἡ ἄφιξις ἐπισήμων ἀντιπροσωπειῶν καὶ ἡ ὑπογραφὴ νέων συμβάσεων. <box>10 1054 187 1180</box>
divider <box>984 658 1160 659</box>
section-minister: Ο ΥΠΟΥΡΓΟΣ ΕΜΠΟΡΙΟΥ <box>24 1186 172 1200</box>
article-text <box>1170 311 1359 438</box>
article-text: Ἐν συνεχείᾳ τῶν ἐκδηλώσεων ἐπὶ τῇ εὐκαιρίᾳ τῆς διεθνοῦς ἐκθέσεως, οἱ ἐπισκέπται κατακλύζουν καθημερινῶς τὰ περίπτερα. Αἱ ἀντιπροσωπεῖαι τῶν ξένων χωρῶν ὀργανώνουν ἑορταστικὰς ἐκδηλώσεις καὶ δεξιώσεις, αἱ δὲ συναλλαγαὶ σημειώνουν ὑψηλὸν ὕψος εἰς ὅλους τοὺς τομεῖς τῆς οἰκονομίας. Ἀναμένεται ἐπίσης ἡ ἄφιξις ἐπισήμων ἀντιπροσωπειῶν καὶ ἡ ὑπογραφὴ νέων συμβάσεων. <box>984 975 1160 1114</box>
article-text: Ἐν συνεχείᾳ τῶν ἐκδηλώσεων ἐπὶ τῇ εὐκαιρίᾳ τῆς διεθνοῦς ἐκθέσεως, οἱ ἐπισκέπται κατακλύζουν καθημερινῶς τὰ περίπτερα. Αἱ ἀντιπροσωπεῖαι τῶν ξένων χωρῶν ὀργανώνουν ἑορταστικὰς ἐκδηλώσεις καὶ δεξιώσεις, αἱ δὲ συναλλαγαὶ σημειώνουν ὑψηλὸν ὕψος εἰς ὅλους τοὺς τομεῖς τῆς οἰκονομίας. Ἀναμένεται ἐπίσης ἡ ἄφιξις ἐπισήμων ἀντιπροσωπειῶν καὶ ἡ ὑπογραφὴ νέων συμβάσεων. <box>383 1104 561 1230</box>
headline-martial-3: καὶ μετὰ τὸ δημοψήφισμα <box>1015 124 1527 166</box>
article-text: Ἐν συνεχείᾳ τῶν ἐκδηλώσεων ἐπὶ τῇ εὐκαιρίᾳ τῆς διεθνοῦς ἐκθέσεως, οἱ ἐπισκέπται κατακλύζουν καθημερινῶς τὰ περίπτερα. Αἱ ἀντιπροσωπεῖαι τῶν ξένων χωρῶν ὀργανώνουν ἑορταστικὰς ἐκδηλώσεις καὶ δεξιώσεις, αἱ δὲ συναλλαγαὶ σημειώνουν ὑψηλὸν ὕψος εἰς ὅλους τοὺς τομεῖς τῆς οἰκονομίας. Ἀναμένεται ἐπίσης ἡ ἄφιξις ἐπισήμων ἀντιπροσωπειῶν καὶ ἡ ὑπογραφὴ νέων συμβάσεων. <box>10 399 255 487</box>
